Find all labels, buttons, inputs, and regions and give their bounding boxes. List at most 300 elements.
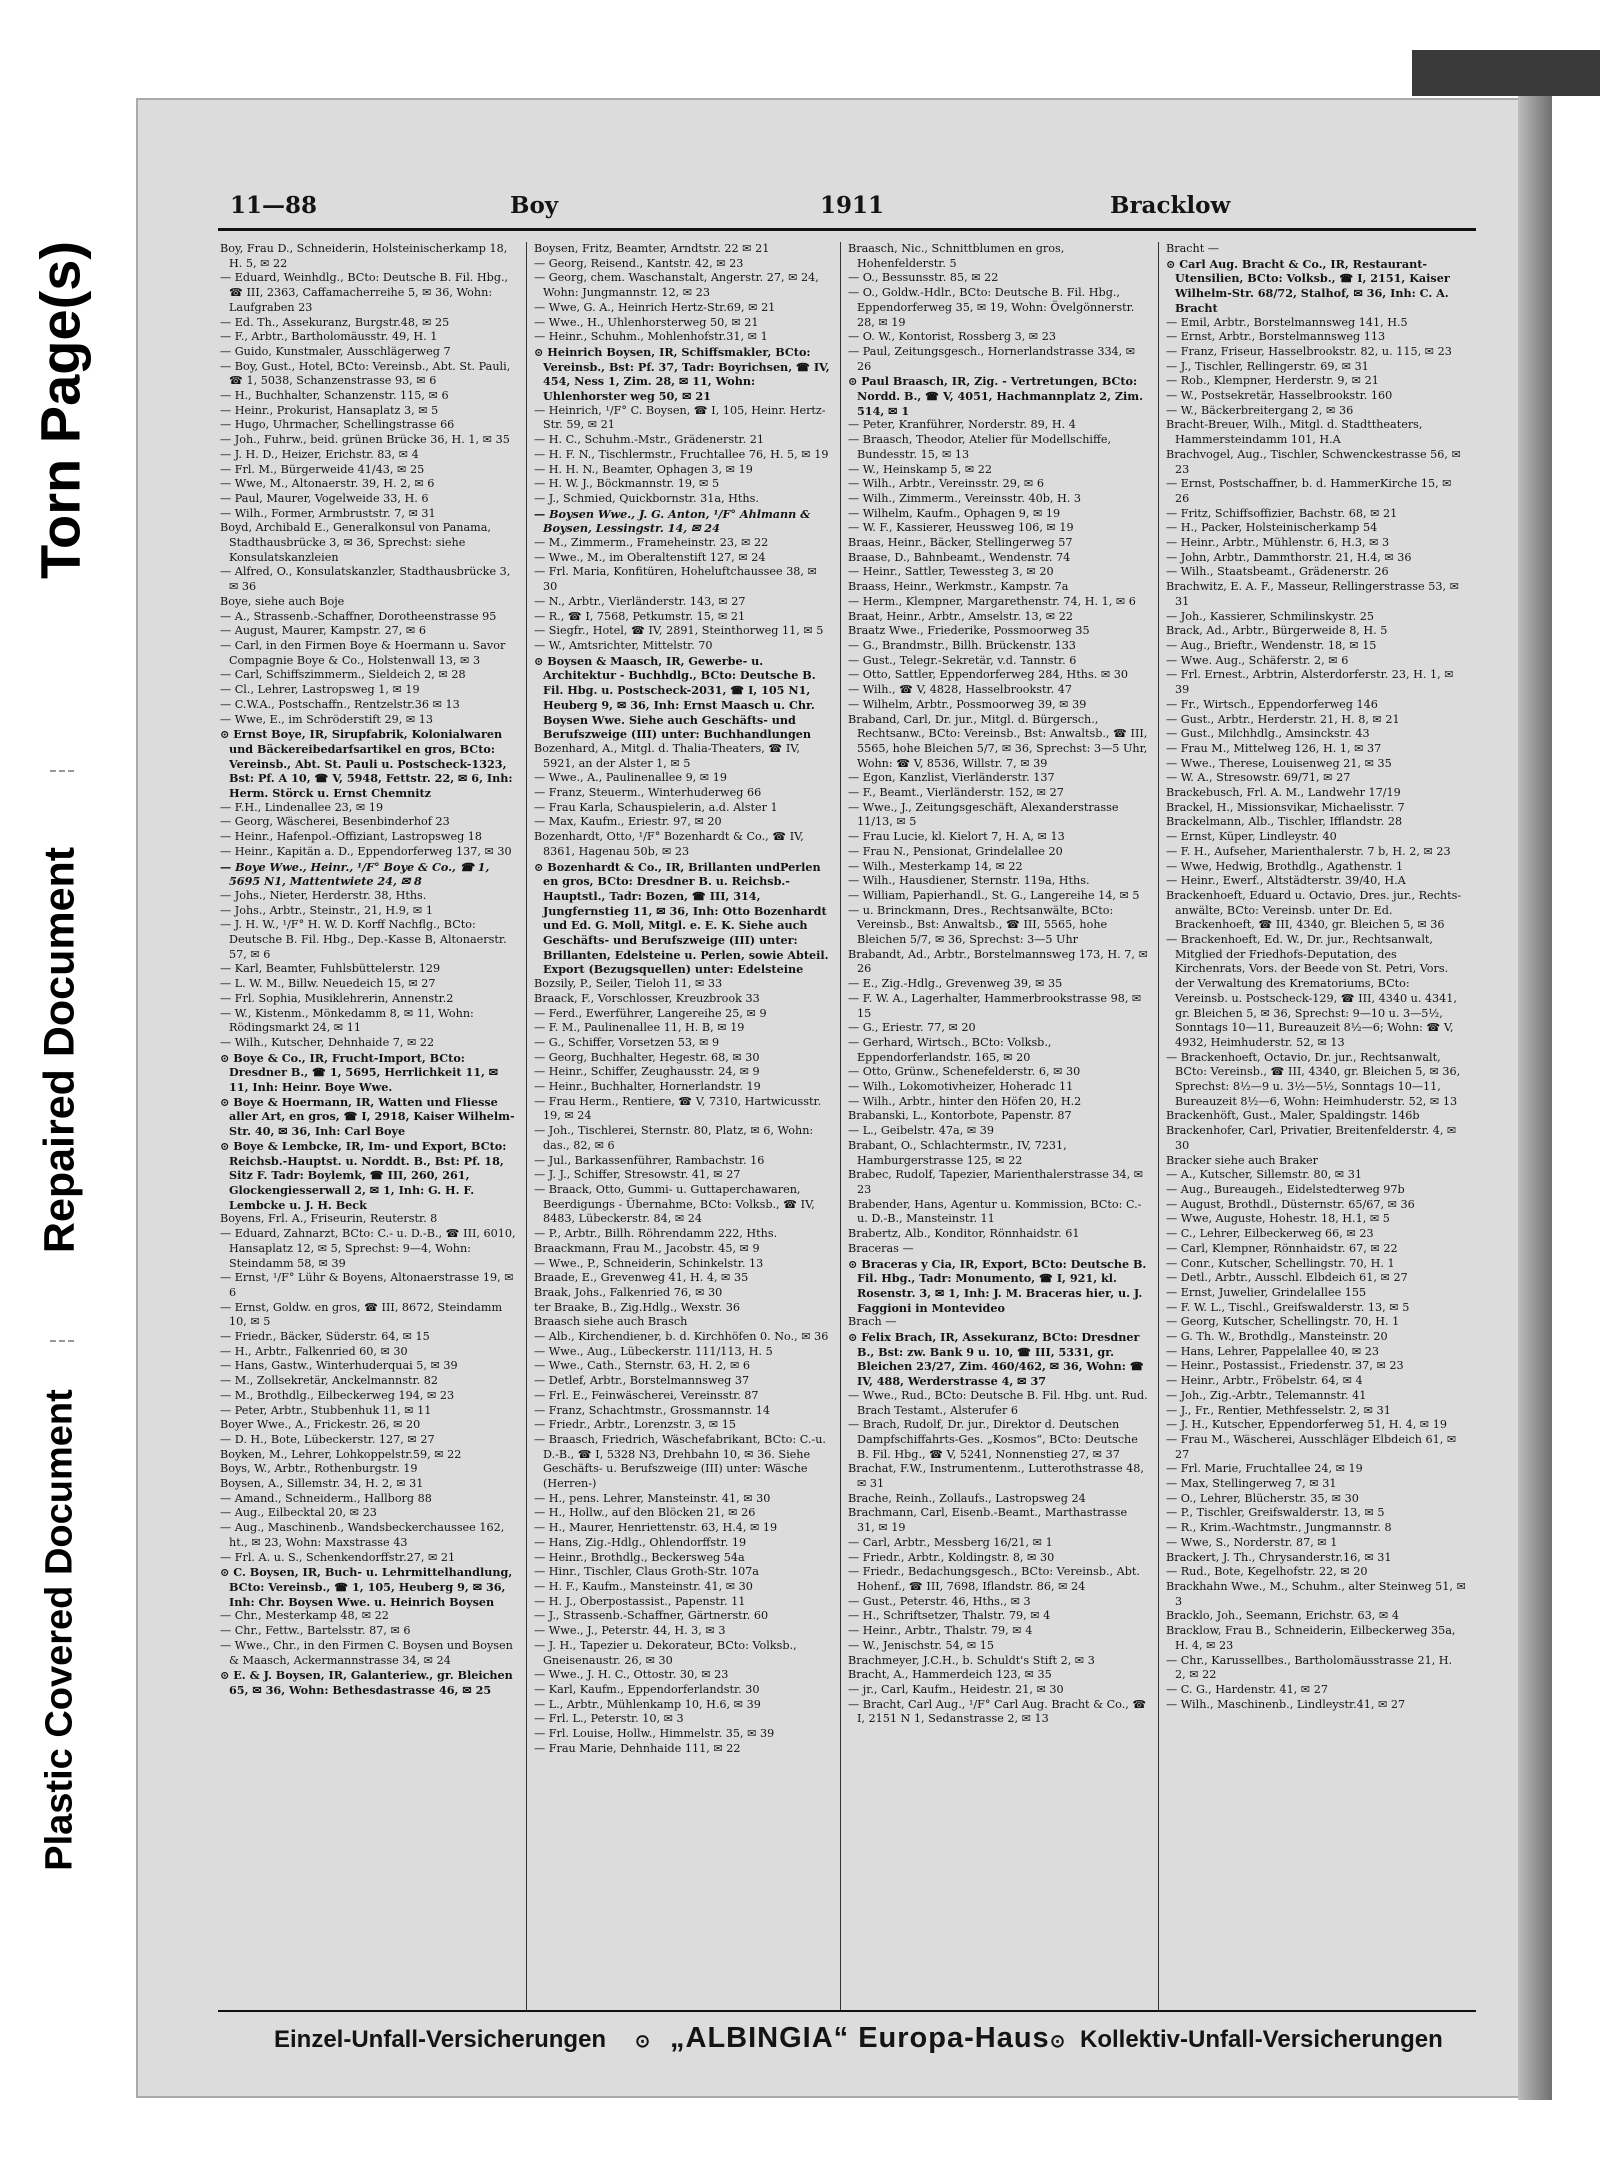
- directory-entry: Brackert, J. Th., Chrysanderstr.16, ✉ 31: [1166, 1550, 1392, 1564]
- directory-entry: — Friedr., Arbtr., Lorenzstr. 3, ✉ 15: [534, 1418, 736, 1432]
- directory-entry: — Fr., Wirtsch., Eppendorferweg 146: [1166, 697, 1378, 711]
- directory-entry: — Eduard, Weinhdlg., BCto: Deutsche B. Fil. Hbg., ☎ III, 2363, Caffamacherreihe 5, ✉ 36, Wohn: Laufgraben 23: [220, 271, 509, 314]
- directory-entry: — Frau Lucie, kl. Kielort 7, H. A, ✉ 13: [848, 830, 1065, 844]
- directory-entry: — Peter, Arbtr., Stubbenhuk 11, ✉ 11: [220, 1403, 432, 1417]
- directory-entry: Boyens, Frl. A., Friseurin, Reuterstr. 8: [220, 1212, 438, 1226]
- directory-entry: — H. F., Kaufm., Mansteinstr. 41, ✉ 30: [534, 1579, 753, 1593]
- directory-entry: — L., Arbtr., Mühlenkamp 10, H.6, ✉ 39: [534, 1697, 761, 1711]
- header-last-entry: Bracklow: [1110, 192, 1231, 219]
- column-1: [220, 242, 520, 2012]
- directory-entry: — Heinr., Arbtr., Mühlenstr. 6, H.3, ✉ 3: [1166, 536, 1390, 550]
- directory-entry: — Siegfr., Hotel, ☎ IV, 2891, Steinthorweg 11, ✉ 5: [534, 624, 824, 638]
- directory-entry: — Ernst, ¹/F° Lühr & Boyens, Altonaerstrasse 19, ✉ 6: [220, 1271, 514, 1299]
- directory-entry: Bracklo, Joh., Seemann, Erichstr. 63, ✉ 4: [1166, 1609, 1399, 1623]
- directory-entry: — Ernst, Goldw. en gros, ☎ III, 8672, Steindamm 10, ✉ 5: [220, 1300, 503, 1329]
- directory-entry: — Wwe, G. A., Heinrich Hertz-Str.69, ✉ 21: [534, 300, 776, 314]
- directory-entry: — Wilh., Lokomotivheizer, Hoheradc 11: [848, 1080, 1074, 1094]
- directory-entry: — Chr., Karussellbes., Bartholomäusstrasse 21, H. 2, ✉ 22: [1166, 1653, 1453, 1682]
- directory-entry: — Frau M., Wäscherei, Ausschläger Elbdeich 61, ✉ 27: [1166, 1432, 1457, 1461]
- directory-entry: — Heinr., Schiffer, Zeughausstr. 24, ✉ 9: [534, 1065, 760, 1079]
- directory-entry: — Eduard, Zahnarzt, BCto: C.- u. D.-B., ☎ III, 6010, Hansaplatz 12, ✉ 5, Sprechst: 9—4, Wohn: Steindamm 58, ✉ 39: [220, 1227, 516, 1270]
- column-divider: [526, 242, 527, 2012]
- repaired-document-label: Repaired Document: [35, 846, 84, 1254]
- directory-entry: Braase, D., Bahnbeamt., Wendenstr. 74: [848, 550, 1071, 564]
- directory-entry: — Gust., Telegr.-Sekretär, v.d. Tannstr. 6: [848, 653, 1077, 667]
- directory-entry: — J. J., Schiffer, Stresowstr. 41, ✉ 27: [534, 1168, 741, 1182]
- directory-entry: — Gust., Milchhdlg., Amsinckstr. 43: [1166, 727, 1370, 741]
- directory-entry: — Braasch, Theodor, Atelier für Modellschiffe, Bundesstr. 15, ✉ 13: [848, 433, 1112, 461]
- footer-rule: [218, 2010, 1476, 2012]
- directory-entry: — Detlef, Arbtr., Borstelmannsweg 37: [534, 1374, 750, 1388]
- column-divider: [840, 242, 841, 2012]
- directory-entry: — Frl. Louise, Hollw., Himmelstr. 35, ✉ 39: [534, 1727, 775, 1741]
- directory-entry: — Rob., Klempner, Herderstr. 9, ✉ 21: [1166, 374, 1379, 388]
- directory-entry: Braasch siehe auch Brasch: [534, 1315, 688, 1329]
- directory-entry: — F., Arbtr., Bartholomäusstr. 49, H. 1: [220, 330, 438, 344]
- directory-entry: — M., Zimmerm., Frameheinstr. 23, ✉ 22: [534, 536, 769, 550]
- directory-entry: — Chr., Fettw., Bartelsstr. 87, ✉ 6: [220, 1624, 411, 1638]
- directory-entry: — Bracht, Carl Aug., ¹/F° Carl Aug. Bracht & Co., ☎ I, 2151 N 1, Sedanstrasse 2, ✉ 13: [848, 1697, 1147, 1726]
- directory-entry: — William, Papierhandl., St. G., Langereihe 14, ✉ 5: [848, 888, 1140, 902]
- directory-entry: Brackenhofer, Carl, Privatier, Breitenfelderstr. 4, ✉ 30: [1166, 1124, 1457, 1152]
- directory-entry: Boye, siehe auch Boje: [220, 594, 345, 608]
- directory-entry: — H., Arbtr., Falkenried 60, ✉ 30: [220, 1344, 408, 1358]
- directory-entry: Bozsily, P., Seiler, Tieloh 11, ✉ 33: [534, 977, 723, 991]
- directory-entry: — D. H., Bote, Lübeckerstr. 127, ✉ 27: [220, 1432, 435, 1446]
- directory-entry: — J. H. D., Heizer, Erichstr. 83, ✉ 4: [220, 447, 419, 461]
- directory-entry: — O., Bessunsstr. 85, ✉ 22: [848, 271, 999, 285]
- directory-entry: — Peter, Kranführer, Norderstr. 89, H. 4: [848, 418, 1076, 432]
- plastic-covered-label: Plastic Covered Document: [38, 1389, 81, 1871]
- directory-entry: — Hugo, Uhrmacher, Schellingstrasse 66: [220, 418, 455, 432]
- directory-entry: — M., Zollsekretär, Anckelmannstr. 82: [220, 1374, 438, 1388]
- directory-entry: — F. W. L., Tischl., Greifswalderstr. 13, ✉ 5: [1166, 1300, 1410, 1314]
- directory-entry: — R., Krim.-Wachtmstr., Jungmannstr. 8: [1166, 1521, 1392, 1535]
- directory-entry: Brackenhöft, Gust., Maler, Spaldingstr. 146b: [1166, 1109, 1420, 1123]
- directory-entry: — Joh., Tischlerei, Sternstr. 80, Platz, ✉ 6, Wohn: das., 82, ✉ 6: [534, 1124, 814, 1152]
- directory-entry: — J. H. W., ¹/F° H. W. D. Korff Nachflg., BCto: Deutsche B. Fil. Hbg., Dep.-Kasse B, Altonaerstr. 57, ✉ 6: [220, 918, 507, 961]
- circle-dot-icon: ⊙: [635, 2031, 651, 2051]
- directory-entry: — Carl, in den Firmen Boye & Hoermann u. Savor Compagnie Boye & Co., Holstenwall 13, ✉ 3: [220, 638, 506, 667]
- directory-entry: — Conr., Kutscher, Schellingstr. 70, H. 1: [1166, 1256, 1395, 1270]
- directory-entry: — jr., Carl, Kaufm., Heidestr. 21, ✉ 30: [848, 1682, 1064, 1696]
- directory-entry: — J., Tischler, Rellingerstr. 69, ✉ 31: [1166, 359, 1369, 373]
- directory-entry: — Friedr., Arbtr., Koldingstr. 8, ✉ 30: [848, 1550, 1055, 1564]
- directory-entry: — Franz, Schachtmstr., Grossmannstr. 14: [534, 1403, 771, 1417]
- directory-entry: — Gerhard, Wirtsch., BCto: Volksb., Eppendorferlandstr. 165, ✉ 20: [848, 1035, 1052, 1064]
- directory-entry: — Frau Herm., Rentiere, ☎ V, 7310, Hartwicusstr. 19, ✉ 24: [534, 1094, 822, 1123]
- directory-entry: — Wwe., Rud., BCto: Deutsche B. Fil. Hbg. unt. Rud. Brach Testamt., Alsterufer 6: [848, 1388, 1148, 1417]
- directory-entry: — Joh., Kassierer, Schmilinskystr. 25: [1166, 609, 1374, 623]
- directory-entry: — Egon, Kanzlist, Vierländerstr. 137: [848, 771, 1055, 785]
- directory-entry: Bracht-Breuer, Wilh., Mitgl. d. Stadttheaters, Hammersteindamm 101, H.A: [1166, 418, 1423, 447]
- directory-entry: — Wwe, M., Altonaerstr. 39, H. 2, ✉ 6: [220, 477, 435, 491]
- directory-entry: — C.W.A., Postschaffn., Rentzelstr.36 ✉ 13: [220, 697, 460, 711]
- directory-entry: — Paul, Zeitungsgesch., Hornerlandstrasse 334, ✉ 26: [848, 344, 1136, 373]
- directory-entry: — Frau Marie, Dehnhaide 111, ✉ 22: [534, 1741, 741, 1755]
- directory-entry: — Max, Kaufm., Eriestr. 97, ✉ 20: [534, 815, 722, 829]
- directory-entry: — H., Buchhalter, Schanzenstr. 115, ✉ 6: [220, 389, 449, 403]
- directory-entry: — H., Packer, Holsteinischerkamp 54: [1166, 521, 1378, 535]
- directory-entry: — August, Brothdl., Düsternstr. 65/67, ✉ 36: [1166, 1197, 1415, 1211]
- directory-entry: — Wwe., M., im Oberaltenstift 127, ✉ 24: [534, 550, 766, 564]
- condition-labels: [0, 0, 120, 2177]
- directory-entry: — Wwe., Cath., Sternstr. 63, H. 2, ✉ 6: [534, 1359, 751, 1373]
- directory-entry: — Aug., Brieftr., Wendenstr. 18, ✉ 15: [1166, 638, 1377, 652]
- directory-entry: — Johs., Arbtr., Steinstr., 21, H.9, ✉ 1: [220, 903, 433, 917]
- directory-entry: ⊙ Boye & Co., IR, Frucht-Import, BCto: Dresdner B., ☎ 1, 5695, Herrlichkeit 11, ✉ 11, Inh: Heinr. Boye Wwe.: [220, 1050, 499, 1095]
- directory-entry: Bracklow, Frau B., Schneiderin, Eilbeckerweg 35a, H. 4, ✉ 23: [1166, 1624, 1456, 1652]
- directory-entry: — F. W. A., Lagerhalter, Hammerbrookstrasse 98, ✉ 15: [848, 991, 1142, 1020]
- directory-entry: ⊙ C. Boysen, IR, Buch- u. Lehrmittelhandlung, BCto: Vereinsb., ☎ 1, 105, Heuberg 9, ✉ 36, Inh: Chr. Boysen Wwe. u. Heinrich Boysen: [220, 1565, 513, 1609]
- directory-entry: ⊙ Carl Aug. Bracht & Co., IR, Restaurant-Utensilien, BCto: Volksb., ☎ I, 2151, Kaiser Wilhelm-Str. 68/72, Stalhof, ✉ 36, Inh: C. A. Bracht: [1166, 256, 1450, 315]
- directory-entry: — Wwe., A., Paulinenallee 9, ✉ 19: [534, 771, 727, 785]
- directory-entry: — Rud., Bote, Kegelhofstr. 22, ✉ 20: [1166, 1565, 1368, 1579]
- directory-entry: — Aug., Eilbecktal 20, ✉ 23: [220, 1506, 377, 1520]
- directory-entry: — Wwe., P., Schneiderin, Schinkelstr. 13: [534, 1256, 764, 1270]
- directory-entry: — O., Goldw.-Hdlr., BCto: Deutsche B. Fil. Hbg., Eppendorferweg 35, ✉ 19, Wohn: Övelgönnerstr. 28, ✉ 19: [848, 286, 1135, 329]
- directory-entry: — Carl, Arbtr., Messberg 16/21, ✉ 1: [848, 1535, 1053, 1549]
- directory-entry: — J. H., Tapezier u. Dekorateur, BCto: Volksb., Gneisenaustr. 26, ✉ 30: [534, 1638, 797, 1667]
- page-binding-edge: [1518, 96, 1552, 2100]
- directory-entry: — Ernst, Küper, Lindleystr. 40: [1166, 830, 1337, 844]
- directory-entry: — R., ☎ I, 7568, Petkumstr. 15, ✉ 21: [534, 609, 746, 623]
- directory-entry: — Emil, Arbtr., Borstelmannsweg 141, H.5: [1166, 315, 1408, 329]
- directory-entry: — Frau N., Pensionat, Grindelallee 20: [848, 844, 1063, 858]
- directory-entry: — Brach, Rudolf, Dr. jur., Direktor d. Deutschen Dampfschiffahrts-Ges. „Kosmos“, BCto: Deutsche B. Fil. Hbg., ☎ V, 5241, Nonnenstieg 27, ✉ 37: [848, 1418, 1138, 1461]
- directory-entry: — A., Strassenb.-Schaffner, Dorotheenstrasse 95: [220, 609, 497, 623]
- directory-entry: Braasch, Nic., Schnittblumen en gros, Hohenfelderstr. 5: [848, 242, 1065, 270]
- directory-entry: — John, Arbtr., Dammthorstr. 21, H.4, ✉ 36: [1166, 550, 1412, 564]
- directory-entry: — Frl. Marie, Fruchtallee 24, ✉ 19: [1166, 1462, 1363, 1476]
- directory-entry: — W., Jenischstr. 54, ✉ 15: [848, 1638, 995, 1652]
- directory-entry: — Georg, chem. Waschanstalt, Angerstr. 27, ✉ 24, Wohn: Jungmannstr. 12, ✉ 23: [534, 271, 819, 300]
- directory-entry: — Heinr., Arbtr., Thalstr. 79, ✉ 4: [848, 1624, 1033, 1638]
- directory-entry: — H., Hollw., auf den Blöcken 21, ✉ 26: [534, 1506, 756, 1520]
- directory-entry: Bracker siehe auch Braker: [1166, 1153, 1319, 1167]
- directory-entry: Brackel, H., Missionsvikar, Michaelisstr. 7: [1166, 800, 1405, 814]
- directory-entry: — Frl. Ernest., Arbtrin, Alsterdorferstr. 23, H. 1, ✉ 39: [1166, 668, 1454, 697]
- directory-entry: — O., Lehrer, Blücherstr. 35, ✉ 30: [1166, 1491, 1359, 1505]
- column-4: [1166, 242, 1466, 2012]
- directory-entry: — Frau Karla, Schauspielerin, a.d. Alster 1: [534, 800, 778, 814]
- directory-entry: Brachmeyer, J.C.H., b. Schuldt's Stift 2, ✉ 3: [848, 1653, 1095, 1667]
- column-2: [534, 242, 834, 2012]
- directory-entry: — J., Fr., Rentier, Methfesselstr. 2, ✉ 31: [1166, 1403, 1391, 1417]
- directory-entry: — Fritz, Schiffsoffizier, Bachstr. 68, ✉ 21: [1166, 506, 1398, 520]
- directory-entry: — Wwe, Auguste, Hohestr. 18, H.1, ✉ 5: [1166, 1212, 1390, 1226]
- directory-entry: ⊙ Ernst Boye, IR, Sirupfabrik, Kolonialwaren und Bäckereibedarfsartikel en gros, BCto: Vereinsb., Abt. St. Pauli u. Postscheck-1323, Bst: Pf. A 10, ☎ V, 5948, Fettstr. 22, ✉ 6, Inh: Herm. Störck u. Ernst Chemnitz: [220, 727, 513, 801]
- directory-entry: — P., Tischler, Greifswalderstr. 13, ✉ 5: [1166, 1506, 1385, 1520]
- directory-entry: Bracht —: [1166, 242, 1219, 255]
- directory-entry: — Cl., Lehrer, Lastropsweg 1, ✉ 19: [220, 683, 420, 697]
- directory-entry: — u. Brinckmann, Dres., Rechtsanwälte, BCto: Vereinsb., Bst: Anwaltsb., ☎ III, 5565, hohe Bleichen 5/7, ✉ 36, Sprechst: 3—5 Uhr: [848, 903, 1114, 947]
- label-divider: [50, 1340, 74, 1342]
- directory-entry: — Heinr., Brothdlg., Beckersweg 54a: [534, 1550, 745, 1564]
- directory-entry: — Wwe., H., Uhlenhorsterweg 50, ✉ 21: [534, 315, 759, 329]
- directory-entry: — Heinr., Sattler, Tewessteg 3, ✉ 20: [848, 565, 1054, 579]
- directory-entry: — Heinr., Schuhm., Mohlenhofstr.31, ✉ 1: [534, 330, 768, 344]
- directory-entry: — Max, Stellingerweg 7, ✉ 31: [1166, 1477, 1337, 1491]
- directory-entry: — H. C., Schuhm.-Mstr., Grädenerstr. 21: [534, 433, 765, 447]
- directory-entry: — W., Heinskamp 5, ✉ 22: [848, 462, 993, 476]
- directory-entry: — Wilh., Zimmerm., Vereinsstr. 40b, H. 3: [848, 491, 1082, 505]
- directory-entry: — C. G., Hardenstr. 41, ✉ 27: [1166, 1682, 1328, 1696]
- directory-entry: Brachvogel, Aug., Tischler, Schwenckestrasse 56, ✉ 23: [1166, 447, 1461, 476]
- directory-entry: — Jul., Barkassenführer, Rambachstr. 16: [534, 1153, 765, 1167]
- directory-entry: Braat, Heinr., Arbtr., Amselstr. 13, ✉ 22: [848, 609, 1073, 623]
- directory-entry: — Boy, Gust., Hotel, BCto: Vereinsb., Abt. St. Pauli, ☎ 1, 5038, Schanzenstrasse 93, ✉ 6: [220, 359, 511, 388]
- directory-entry: Braas, Heinr., Bäcker, Stellingerweg 57: [848, 536, 1073, 550]
- directory-entry: — Wilh., ☎ V, 4828, Hasselbrookstr. 47: [848, 683, 1072, 697]
- directory-entry: — W. A., Stresowstr. 69/71, ✉ 27: [1166, 771, 1351, 785]
- directory-entry: Braack, F., Vorschlosser, Kreuzbrook 33: [534, 991, 760, 1005]
- directory-entry: — Wilhelm, Arbtr., Possmoorweg 39, ✉ 39: [848, 697, 1087, 711]
- directory-entry: Bracht, A., Hammerdeich 123, ✉ 35: [848, 1668, 1052, 1682]
- directory-entry: Braceras —: [848, 1241, 914, 1255]
- directory-entry: — Heinr., Buchhalter, Hornerlandstr. 19: [534, 1080, 761, 1094]
- label-divider: [50, 770, 74, 772]
- directory-entry: — W., Bäckerbreitergang 2, ✉ 36: [1166, 403, 1354, 417]
- directory-entry: — Ed. Th., Assekuranz, Burgstr.48, ✉ 25: [220, 315, 450, 329]
- directory-entry: — Otto, Sattler, Eppendorferweg 284, Hths. ✉ 30: [848, 668, 1129, 682]
- directory-entry: Brabertz, Alb., Konditor, Rönnhaidstr. 61: [848, 1227, 1080, 1241]
- directory-entry: — Ernst, Juwelier, Grindelallee 155: [1166, 1285, 1367, 1299]
- directory-entry: — Georg, Wäscherei, Besenbinderhof 23: [220, 815, 450, 829]
- directory-entry: — Wwe., J., Peterstr. 44, H. 3, ✉ 3: [534, 1624, 726, 1638]
- directory-entry: — H., Maurer, Henriettenstr. 63, H.4, ✉ 19: [534, 1521, 778, 1535]
- directory-entry: — Hinr., Tischler, Claus Groth-Str. 107a: [534, 1565, 759, 1579]
- directory-entry: — H., pens. Lehrer, Mansteinstr. 41, ✉ 30: [534, 1491, 771, 1505]
- directory-entry: — E., Zig.-Hdlg., Grevenweg 39, ✉ 35: [848, 977, 1063, 991]
- directory-entry: ⊙ Boye & Lembcke, IR, Im- und Export, BCto: Reichsb.-Hauptst. u. Norddt. B., Bst: Pf. 18, Sitz F. Tadr: Boylemk, ☎ III, 260, 261, Glockengiesserwall 2, ✉ 1, Inh: G. H. F. Lembcke u. J. H. Beck: [220, 1138, 507, 1212]
- directory-entry: — Wwe., J., Zeitungsgeschäft, Alexanderstrasse 11/13, ✉ 5: [848, 800, 1119, 829]
- directory-entry: ⊙ Heinrich Boysen, IR, Schiffsmakler, BCto: Vereinsb., Bst: Pf. 37, Tadr: Boyrichsen, ☎ IV, 454, Ness 1, Zim. 28, ✉ 11, Wohn: Uhlenhorster weg 50, ✉ 21: [534, 344, 830, 404]
- directory-entry: — H. J., Oberpostassist., Papenstr. 11: [534, 1594, 746, 1608]
- directory-entry: — Alfred, O., Konsulatskanzler, Stadthausbrücke 3, ✉ 36: [220, 565, 511, 594]
- directory-entry: Brabanski, L., Kontorbote, Papenstr. 87: [848, 1109, 1072, 1123]
- directory-entry: Brackenhoeft, Eduard u. Octavio, Dres. jur., Rechtsanwälte, BCto: Vereinsb. unter Dr. Ed. Brackenhoeft, ☎ III, 4340, gr. Bleichen 5, ✉ 36: [1166, 888, 1462, 932]
- directory-entry: — W., Kistenm., Mönkedamm 8, ✉ 11, Wohn: Rödingsmarkt 24, ✉ 11: [220, 1006, 474, 1035]
- directory-entry: ⊙ Braceras y Cia, IR, Export, BCto: Deutsche B. Fil. Hbg., Tadr: Monumento, ☎ I, 921, kl. Rosenstr. 3, ✉ 1, Inh: J. M. Braceras hier, u. J. Faggioni in Montevideo: [848, 1256, 1147, 1315]
- directory-entry: — J., Strassenb.-Schaffner, Gärtnerstr. 60: [534, 1609, 769, 1623]
- directory-entry: Brachwitz, E. A. F., Masseur, Rellingerstrasse 53, ✉ 31: [1166, 580, 1459, 608]
- directory-entry: — Carl, Klempner, Rönnhaidstr. 67, ✉ 22: [1166, 1241, 1398, 1255]
- directory-entry: Braatz Wwe., Friederike, Possmoorweg 35: [848, 624, 1090, 638]
- directory-entry: — Heinr., Arbtr., Fröbelstr. 64, ✉ 4: [1166, 1374, 1363, 1388]
- directory-entry: ⊙ Bozenhardt & Co., IR, Brillanten undPerlen en gros, BCto: Dresdner B. u. Reichsb.-Hauptstl., Tadr: Bozen, ☎ III, 314, Jungfernstieg 11, ✉ 36, Inh: Otto Bozenhardt und Ed. G. Moll, Mitgl. e. E. K. Siehe auch Geschäfts- und Berufszweige (III) unter: Brillanten, Edelsteine u. Perlen, sowie Abteil. Export (Bezugsquellen) unter: Edelsteine: [534, 859, 829, 977]
- directory-entry: — Heinr., Prokurist, Hansaplatz 3, ✉ 5: [220, 403, 439, 417]
- directory-entry: — P., Arbtr., Billh. Röhrendamm 222, Hths.: [534, 1227, 778, 1241]
- directory-entry: — Gust., Arbtr., Herderstr. 21, H. 8, ✉ 21: [1166, 712, 1400, 726]
- column-3: [848, 242, 1148, 2012]
- directory-entry: — Frl. E., Feinwäscherei, Vereinsstr. 87: [534, 1388, 759, 1402]
- directory-entry: Brache, Reinh., Zollaufs., Lastropsweg 24: [848, 1491, 1086, 1505]
- directory-entry: Braak, Johs., Falkenried 76, ✉ 30: [534, 1285, 723, 1299]
- directory-entry: — Guido, Kunstmaler, Ausschlägerweg 7: [220, 344, 451, 358]
- directory-entry: ter Braake, B., Zig.Hdlg., Wexstr. 36: [534, 1300, 740, 1314]
- directory-entry: — Georg, Reisend., Kantstr. 42, ✉ 23: [534, 256, 744, 270]
- directory-entry: — Joh., Fuhrw., beid. grünen Brücke 36, H. 1, ✉ 35: [220, 433, 510, 447]
- directory-entry: — W., Postsekretär, Hasselbrookstr. 160: [1166, 389, 1393, 403]
- directory-entry: — Hans, Zig.-Hdlg., Ohlendorffstr. 19: [534, 1535, 747, 1549]
- advertisement-footer: [240, 2018, 1460, 2064]
- directory-entry: — Wwe., Therese, Louisenweg 21, ✉ 35: [1166, 756, 1392, 770]
- directory-entry: — Wwe, S., Norderstr. 87, ✉ 1: [1166, 1535, 1338, 1549]
- directory-entry: — N., Arbtr., Vierländerstr. 143, ✉ 27: [534, 594, 746, 608]
- directory-entry: — Karl, Beamter, Fuhlsbüttelerstr. 129: [220, 962, 441, 976]
- directory-entry: — Heinr., Postassist., Friedenstr. 37, ✉ 23: [1166, 1359, 1404, 1373]
- directory-entry: — Braasch, Friedrich, Wäschefabrikant, BCto: C.-u. D.-B., ☎ I, 5328 N3, Drehbahn 10, ✉ 36. Siehe Geschäfts- u. Berufszweige (III) unter: Wäsche (Herren-): [534, 1432, 826, 1491]
- directory-entry: — Wilh., Former, Armbruststr. 7, ✉ 31: [220, 506, 436, 520]
- directory-entry: Boyer Wwe., A., Frickestr. 26, ✉ 20: [220, 1418, 421, 1432]
- directory-entry: — C., Lehrer, Eilbeckerweg 66, ✉ 23: [1166, 1227, 1374, 1241]
- directory-entry: — Boysen Wwe., J. G. Anton, ¹/F° Ahlmann & Boysen, Lessingstr. 14, ✉ 24: [534, 506, 811, 536]
- directory-entry: Bozenhard, A., Mitgl. d. Thalia-Theaters, ☎ IV, 5921, an der Alster 1, ✉ 5: [534, 741, 800, 770]
- directory-entry: — Wilh., Mesterkamp 14, ✉ 22: [848, 859, 1023, 873]
- directory-entry: Braade, E., Grevenweg 41, H. 4, ✉ 35: [534, 1271, 749, 1285]
- directory-entry: — Wwe, E., im Schröderstift 29, ✉ 13: [220, 712, 433, 726]
- directory-entry: — Wwe., Aug., Lübeckerstr. 111/113, H. 5: [534, 1344, 773, 1358]
- directory-entry: — Wilh., Arbtr., hinter den Höfen 20, H.2: [848, 1094, 1082, 1108]
- directory-entry: — Joh., Zig.-Arbtr., Telemannstr. 41: [1166, 1388, 1367, 1402]
- directory-entry: — Franz, Friseur, Hasselbrookstr. 82, u. 115, ✉ 23: [1166, 344, 1452, 358]
- directory-entry: ⊙ E. & J. Boysen, IR, Galanteriew., gr. Bleichen 65, ✉ 36, Wohn: Bethesdastrasse 46, ✉ 25: [220, 1668, 513, 1697]
- directory-entry: — Wilh., Kutscher, Dehnhaide 7, ✉ 22: [220, 1035, 435, 1049]
- directory-entry: Boyken, M., Lehrer, Lohkoppelstr.59, ✉ 22: [220, 1447, 462, 1461]
- directory-entry: — H. H. N., Beamter, Ophagen 3, ✉ 19: [534, 462, 753, 476]
- directory-entry: ⊙ Paul Braasch, IR, Zig. - Vertretungen, BCto: Nordd. B., ☎ V, 4051, Hachmannplatz 2, Zim. 514, ✉ 1: [848, 374, 1144, 418]
- directory-entry: — Frl. M., Bürgerweide 41/43, ✉ 25: [220, 462, 425, 476]
- directory-entry: — Wwe., Chr., in den Firmen C. Boysen und Boysen & Maasch, Ackermannstrasse 34, ✉ 24: [220, 1638, 513, 1667]
- directory-entry: — H., Schriftsetzer, Thalstr. 79, ✉ 4: [848, 1609, 1051, 1623]
- directory-entry: — Johs., Nieter, Herderstr. 38, Hths.: [220, 888, 427, 902]
- directory-entry: — Alb., Kirchendiener, b. d. Kirchhöfen 0. No., ✉ 36: [534, 1330, 829, 1344]
- directory-entry: Brabandt, Ad., Arbtr., Borstelmannsweg 173, H. 7, ✉ 26: [848, 947, 1148, 976]
- directory-entry: — G. Th. W., Brothdlg., Mansteinstr. 20: [1166, 1330, 1388, 1344]
- directory-entry: Brabant, O., Schlachtermstr., IV, 7231, Hamburgerstrasse 125, ✉ 22: [848, 1138, 1067, 1167]
- footer-right-text: Kollektiv-Unfall-Versicherungen: [1080, 2026, 1443, 2053]
- directory-entry: — Brackenhoeft, Ed. W., Dr. jur., Rechtsanwalt, Mitglied der Friedhofs-Deputation, des Kirchenrats, Vors. der Beede von St. Petri, Vors. der Verwaltung des Krematoriums, BCto: Vereinsb. u. Postscheck-129, ☎ III, 4340 u. 4341, gr. Bleichen 5, ✉ 36, Sprechst: 9—10 u. 3—5½, Sonntags 10—11, Bureauzeit 8½—6; Wohn: ☎ V, 4932, Heimhuderstr. 52, ✉ 13: [1166, 933, 1457, 1049]
- directory-entry: — Friedr., Bedachungsgesch., BCto: Vereinsb., Abt. Hohenf., ☎ III, 7698, Iflandstr. 86, ✉ 24: [848, 1565, 1140, 1593]
- directory-entry: — F.H., Lindenallee 23, ✉ 19: [220, 800, 384, 814]
- directory-entry: — Detl., Arbtr., Ausschl. Elbdeich 61, ✉ 27: [1166, 1271, 1408, 1285]
- directory-entry: — Franz, Steuerm., Winterhuderweg 66: [534, 786, 762, 800]
- directory-entry: — Paul, Maurer, Vogelweide 33, H. 6: [220, 491, 429, 505]
- directory-entry: — Braack, Otto, Gummi- u. Guttaperchawaren, Beerdigungs - Übernahme, BCto: Volksb., ☎ IV, 8483, Lübeckerstr. 84, ✉ 24: [534, 1183, 815, 1226]
- page-number: 11—88: [230, 192, 318, 219]
- footer-left-text: Einzel-Unfall-Versicherungen: [274, 2026, 607, 2053]
- directory-entry: — Otto, Grünw., Schenefelderstr. 6, ✉ 30: [848, 1065, 1081, 1079]
- directory-entry: — Frl. Maria, Konfitüren, Hoheluftchaussee 38, ✉ 30: [534, 565, 817, 594]
- directory-entry: — Herm., Klempner, Margarethenstr. 74, H. 1, ✉ 6: [848, 594, 1136, 608]
- directory-entry: — Frl. A. u. S., Schenkendorffstr.27, ✉ 21: [220, 1550, 456, 1564]
- directory-entry: Boys, W., Arbtr., Rothenburgstr. 19: [220, 1462, 418, 1476]
- directory-entry: Braass, Heinr., Werkmstr., Kampstr. 7a: [848, 580, 1069, 594]
- directory-entry: — August, Maurer, Kampstr. 27, ✉ 6: [220, 624, 426, 638]
- directory-entry: — Ernst, Arbtr., Borstelmannsweg 113: [1166, 330, 1386, 344]
- directory-entry: — Wwe. Aug., Schäferstr. 2, ✉ 6: [1166, 653, 1349, 667]
- directory-entry: Braackmann, Frau M., Jacobstr. 45, ✉ 9: [534, 1241, 760, 1255]
- header-year: 1911: [820, 192, 885, 219]
- directory-entry: — Frau M., Mittelweg 126, H. 1, ✉ 37: [1166, 741, 1382, 755]
- directory-entry: — O. W., Kontorist, Rossberg 3, ✉ 23: [848, 330, 1056, 344]
- directory-entry: — W., Amtsrichter, Mittelstr. 70: [534, 638, 713, 652]
- column-divider: [1158, 242, 1159, 2012]
- directory-entry: Brackhahn Wwe., M., Schuhm., alter Steinweg 51, ✉ 3: [1166, 1579, 1466, 1608]
- directory-entry: — F. H., Aufseher, Marienthalerstr. 7 b, H. 2, ✉ 23: [1166, 844, 1451, 858]
- directory-entry: — L. W. M., Billw. Neuedeich 15, ✉ 27: [220, 977, 436, 991]
- directory-entry: — Heinrich, ¹/F° C. Boysen, ☎ I, 105, Heinr. Hertz-Str. 59, ✉ 21: [534, 403, 826, 432]
- directory-entry: ⊙ Boye & Hoermann, IR, Watten und Fliesse aller Art, en gros, ☎ I, 2918, Kaiser Wilhelm-Str. 40, ✉ 36, Inh: Carl Boye: [220, 1094, 515, 1139]
- directory-entry: — M., Brothdlg., Eilbeckerweg 194, ✉ 23: [220, 1388, 455, 1402]
- directory-entry: — Hans, Gastw., Winterhuderquai 5, ✉ 39: [220, 1359, 458, 1373]
- directory-entry: — Brackenhoeft, Octavio, Dr. jur., Rechtsanwalt, BCto: Vereinsb., ☎ III, 4340, gr. Bleichen 5, ✉ 36, Sprechst: 8½—9 u. 3½—5½, Sonntags 10—11, Bureauzeit 8½—6, Wohn: Heimhuderstr. 52, ✉ 13: [1166, 1050, 1461, 1108]
- scan-shadow: [1412, 50, 1600, 96]
- directory-entry: — Heinr., Hafenpol.-Offiziant, Lastropsweg 18: [220, 830, 483, 844]
- directory-entry: — Ernst, Postschaffner, b. d. HammerKirche 15, ✉ 26: [1166, 477, 1452, 505]
- directory-entry: — Ferd., Ewerführer, Langereihe 25, ✉ 9: [534, 1006, 767, 1020]
- directory-entry: ⊙ Felix Brach, IR, Assekuranz, BCto: Dresdner B., Bst: zw. Bank 9 u. 10, ☎ III, 5331, gr. Bleichen 23/27, Zim. 460/462, ✉ 36, Wohn: ☎ IV, 488, Werderstrasse 4, ✉ 37: [848, 1330, 1144, 1389]
- directory-entry: — H. F. N., Tischlermstr., Fruchtallee 76, H. 5, ✉ 19: [534, 447, 829, 461]
- directory-entry: — Heinr., Kapitän a. D., Eppendorferweg 137, ✉ 30: [220, 844, 512, 858]
- directory-entry: Brackelmann, Alb., Tischler, Ifflandstr. 28: [1166, 815, 1403, 829]
- directory-entry: Brachmann, Carl, Eisenb.-Beamt., Marthastrasse 31, ✉ 19: [848, 1506, 1128, 1535]
- directory-entry: — Aug., Maschinenb., Wandsbeckerchaussee 162, ht., ✉ 23, Wohn: Maxstrasse 43: [220, 1521, 505, 1549]
- directory-entry: — Karl, Kaufm., Eppendorferlandstr. 30: [534, 1682, 760, 1696]
- directory-entry: Brackebusch, Frl. A. M., Landwehr 17/19: [1166, 786, 1401, 800]
- directory-entry: — Frl. L., Peterstr. 10, ✉ 3: [534, 1712, 684, 1726]
- directory-entry: Brachat, F.W., Instrumentenm., Lutterothstrasse 48, ✉ 31: [848, 1462, 1144, 1491]
- directory-entry: — A., Kutscher, Sillemstr. 80, ✉ 31: [1166, 1168, 1362, 1182]
- directory-entry: ⊙ Boysen & Maasch, IR, Gewerbe- u. Architektur - Buchhdlg., BCto: Deutsche B. Fil. Hbg. u. Postscheck-2031, ☎ I, 105 N1, Heuberg 9, ✉ 36, Inh: Ernst Maasch u. Chr. Boysen Wwe. Siehe auch Geschäfts- und Berufszweige (III) unter: Buchhandlungen: [534, 653, 816, 742]
- directory-entry: Boysen, A., Sillemstr. 34, H. 2, ✉ 31: [220, 1477, 424, 1491]
- directory-entry: Boy, Frau D., Schneiderin, Holsteinischerkamp 18, H. 5, ✉ 22: [220, 242, 508, 270]
- directory-entry: — J., Schmied, Quickbornstr. 31a, Hths.: [534, 491, 759, 505]
- circle-dot-icon: ⊙: [1050, 2031, 1066, 2051]
- directory-entry: — G., Brandmstr., Billh. Brückenstr. 133: [848, 638, 1076, 652]
- directory-entry: Brack, Ad., Arbtr., Bürgerweide 8, H. 5: [1166, 624, 1388, 638]
- footer-brand: „ALBINGIA“ Europa-Haus: [670, 2022, 1050, 2054]
- directory-entry: — G., Schiffer, Vorsetzen 53, ✉ 9: [534, 1035, 720, 1049]
- directory-entry: — Heinr., Ewerf., Altstädterstr. 39/40, H.A: [1166, 874, 1406, 888]
- directory-entry: — F., Beamt., Vierländerstr. 152, ✉ 27: [848, 786, 1064, 800]
- directory-entry: Brabec, Rudolf, Tapezier, Marienthalerstrasse 34, ✉ 23: [848, 1168, 1144, 1196]
- directory-entry: — J. H., Kutscher, Eppendorferweg 51, H. 4, ✉ 19: [1166, 1418, 1447, 1432]
- directory-entry: — Georg, Buchhalter, Hegestr. 68, ✉ 30: [534, 1050, 760, 1064]
- header-rule: [218, 228, 1476, 231]
- directory-entry: — Boye Wwe., Heinr., ¹/F° Boye & Co., ☎ 1, 5695 N1, Mattentwiete 24, ✉ 8: [220, 859, 490, 889]
- directory-entry: — Wilh., Hausdiener, Sternstr. 119a, Hths.: [848, 874, 1090, 888]
- directory-entry: — L., Geibelstr. 47a, ✉ 39: [848, 1124, 994, 1138]
- header-first-entry: Boy: [510, 192, 559, 219]
- directory-entry: — Frl. Sophia, Musiklehrerin, Annenstr.2: [220, 991, 454, 1005]
- directory-entry: Boysen, Fritz, Beamter, Arndtstr. 22 ✉ 21: [534, 242, 770, 255]
- directory-entry: — Carl, Schiffszimmerm., Sieldeich 2, ✉ 28: [220, 668, 466, 682]
- directory-entry: Brabender, Hans, Agentur u. Kommission, BCto: C.-u. D.-B., Mansteinstr. 11: [848, 1197, 1142, 1226]
- torn-pages-label: Torn Page(s): [28, 240, 92, 580]
- directory-entry: Braband, Carl, Dr. jur., Mitgl. d. Bürgersch., Rechtsanw., BCto: Vereinsb., Bst: Anwaltsb., ☎ III, 5565, hohe Bleichen 5/7, ✉ 36, Sprechst: 3—5 Uhr, Wohn: ☎ V, 8536, Willstr. 7, ✉ 39: [848, 712, 1148, 770]
- directory-entry: — F. M., Paulinenallee 11, H. B, ✉ 19: [534, 1021, 745, 1035]
- directory-entry: — Wilh., Arbtr., Vereinsstr. 29, ✉ 6: [848, 477, 1044, 491]
- directory-entry: — Wilh., Maschinenb., Lindleystr.41, ✉ 27: [1166, 1697, 1406, 1711]
- directory-entry: — Georg, Kutscher, Schellingstr. 70, H. 1: [1166, 1315, 1400, 1329]
- directory-entry: — Hans, Lehrer, Pappelallee 40, ✉ 23: [1166, 1344, 1380, 1358]
- directory-entry: — Gust., Peterstr. 46, Hths., ✉ 3: [848, 1594, 1031, 1608]
- directory-entry: Bozenhardt, Otto, ¹/F° Bozenhardt & Co., ☎ IV, 8361, Hagenau 50b, ✉ 23: [534, 830, 804, 858]
- directory-entry: — Chr., Mesterkamp 48, ✉ 22: [220, 1609, 389, 1623]
- directory-entry: — Amand., Schneiderm., Hallborg 88: [220, 1491, 432, 1505]
